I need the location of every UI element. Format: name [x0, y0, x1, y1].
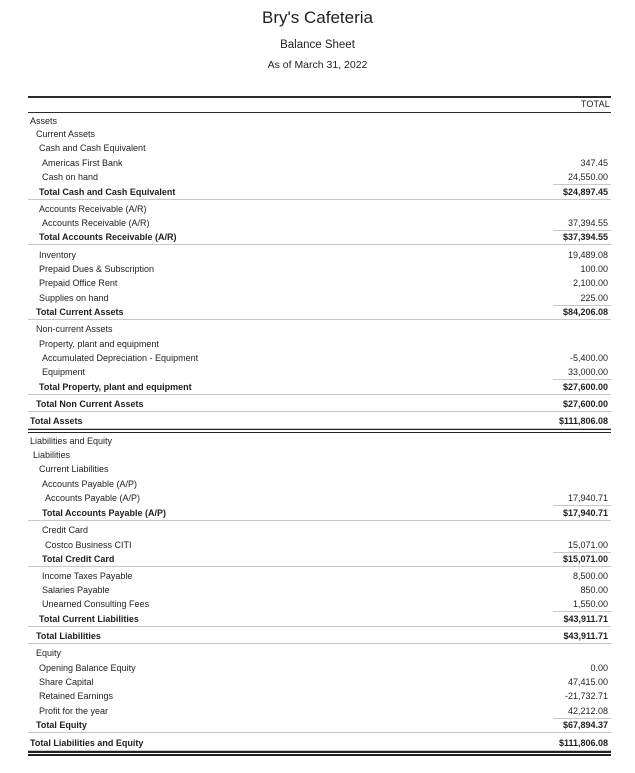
row-separator [28, 643, 611, 644]
row-amount: $37,394.55 [562, 232, 608, 242]
row-label: Assets [30, 116, 58, 126]
table-row [28, 262, 611, 276]
header-top-rule [28, 96, 611, 98]
row-amount: 15,071.00 [567, 540, 608, 550]
row-label: Non-current Assets [36, 324, 113, 334]
row-label: Prepaid Dues & Subscription [39, 264, 155, 274]
row-label: Total Liabilities [36, 631, 101, 641]
row-label: Total Current Liabilities [39, 614, 139, 624]
row-separator [28, 566, 611, 567]
table-row [28, 646, 611, 660]
table-row [28, 523, 611, 537]
row-amount: 17,940.71 [567, 493, 608, 503]
row-amount: 19,489.08 [567, 250, 608, 260]
row-label: Share Capital [39, 677, 94, 687]
table-row [28, 477, 611, 491]
table-row [28, 462, 611, 476]
row-amount: 24,550.00 [567, 172, 608, 182]
row-label: Total Equity [36, 720, 87, 730]
row-amount: 8,500.00 [572, 571, 608, 581]
table-row [28, 365, 611, 379]
row-label: Accumulated Depreciation - Equipment [42, 353, 199, 363]
row-amount: 42,212.08 [567, 706, 608, 716]
table-row [28, 661, 611, 675]
row-label: Total Accounts Payable (A/P) [42, 508, 167, 518]
row-label: Total Liabilities and Equity [30, 738, 144, 748]
table-row [28, 675, 611, 689]
row-amount: 2,100.00 [572, 278, 608, 288]
table-row [28, 216, 611, 230]
row-amount: $43,911.71 [563, 631, 608, 641]
row-separator [28, 626, 611, 627]
total-row [28, 185, 611, 199]
total-row [28, 612, 611, 626]
total-row [28, 718, 611, 732]
row-amount: 33,000.00 [567, 367, 608, 377]
row-amount: $17,940.71 [562, 508, 608, 518]
row-label: Retained Earnings [39, 691, 114, 701]
table-row [28, 704, 611, 718]
row-label: Supplies on hand [39, 293, 109, 303]
row-amount: $67,894.37 [562, 720, 608, 730]
table-row [28, 202, 611, 216]
table-row [28, 597, 611, 611]
row-label: Cash and Cash Equivalent [39, 143, 146, 153]
table-row [28, 291, 611, 305]
row-label: Accounts Receivable (A/R) [42, 218, 150, 228]
row-label: Accounts Payable (A/P) [45, 493, 141, 503]
table-row [28, 114, 611, 128]
row-separator [28, 732, 611, 733]
row-label: Opening Balance Equity [39, 663, 136, 673]
table-row [28, 141, 611, 155]
row-separator [28, 520, 611, 521]
row-label: Income Taxes Payable [42, 571, 133, 581]
row-separator [28, 244, 611, 245]
row-label: Accounts Payable (A/P) [42, 479, 138, 489]
table-row [28, 569, 611, 583]
row-label: Unearned Consulting Fees [42, 599, 150, 609]
header-bottom-rule [28, 112, 611, 113]
row-amount: $24,897.45 [562, 187, 608, 197]
column-header-total: TOTAL [580, 99, 610, 109]
row-label: Total Current Assets [36, 307, 124, 317]
row-label: Salaries Payable [42, 585, 110, 595]
table-row [28, 127, 611, 141]
report-end-rule [28, 752, 611, 756]
row-label: Total Assets [30, 416, 83, 426]
row-label: Cash on hand [42, 172, 99, 182]
table-row [28, 583, 611, 597]
row-label: Property, plant and equipment [39, 339, 159, 349]
row-label: Liabilities and Equity [30, 436, 113, 446]
table-row [28, 434, 611, 448]
total-row [28, 230, 611, 244]
row-label: Equity [36, 648, 62, 658]
table-row [28, 248, 611, 262]
row-label: Total Accounts Receivable (A/R) [39, 232, 177, 242]
table-row [28, 491, 611, 505]
row-amount: $27,600.00 [562, 382, 608, 392]
row-label: Americas First Bank [42, 158, 123, 168]
row-separator [28, 411, 611, 412]
report-date: As of March 31, 2022 [267, 59, 368, 71]
table-row [28, 156, 611, 170]
table-row [28, 538, 611, 552]
row-label: Credit Card [42, 525, 89, 535]
row-amount: 100.00 [580, 264, 608, 274]
total-row [28, 305, 611, 319]
row-amount: 37,394.55 [567, 218, 608, 228]
row-label: Liabilities [33, 450, 71, 460]
report-title: Balance Sheet [280, 39, 355, 51]
row-label: Total Non Current Assets [36, 399, 144, 409]
company-name: Bry's Cafeteria [262, 8, 373, 27]
row-label: Total Cash and Cash Equivalent [39, 187, 176, 197]
row-label: Costco Business CITI [45, 540, 132, 550]
row-amount: 1,550.00 [572, 599, 608, 609]
total-row [28, 397, 611, 411]
total-row [28, 736, 611, 750]
total-row [28, 380, 611, 394]
row-label: Current Liabilities [39, 464, 109, 474]
total-row [28, 552, 611, 566]
row-amount: $111,806.08 [558, 416, 608, 426]
row-amount: $43,911.71 [563, 614, 608, 624]
row-amount: -5,400.00 [569, 353, 608, 363]
row-label: Equipment [42, 367, 86, 377]
row-amount: $111,806.08 [558, 738, 608, 748]
row-amount: 0.00 [590, 663, 608, 673]
row-label: Total Credit Card [42, 554, 115, 564]
row-amount: 225.00 [580, 293, 608, 303]
table-row [28, 689, 611, 703]
row-amount: 850.00 [580, 585, 608, 595]
row-label: Inventory [39, 250, 77, 260]
row-label: Prepaid Office Rent [39, 278, 118, 288]
row-separator [28, 199, 611, 200]
row-label: Current Assets [36, 129, 96, 139]
row-label: Accounts Receivable (A/R) [39, 204, 147, 214]
double-underline [28, 429, 611, 433]
row-amount: $84,206.08 [562, 307, 608, 317]
row-amount: 347.45 [580, 158, 608, 168]
table-row [28, 448, 611, 462]
row-label: Total Property, plant and equipment [39, 382, 192, 392]
row-label: Profit for the year [39, 706, 109, 716]
row-amount: $27,600.00 [562, 399, 608, 409]
table-row [28, 337, 611, 351]
row-amount: -21,732.71 [564, 691, 608, 701]
table-row [28, 170, 611, 184]
table-row [28, 351, 611, 365]
row-separator [28, 394, 611, 395]
table-row [28, 322, 611, 336]
row-amount: 47,415.00 [567, 677, 608, 687]
total-row [28, 506, 611, 520]
row-amount: $15,071.00 [562, 554, 608, 564]
total-row [28, 629, 611, 643]
table-row [28, 276, 611, 290]
row-separator [28, 319, 611, 320]
total-row [28, 414, 611, 428]
